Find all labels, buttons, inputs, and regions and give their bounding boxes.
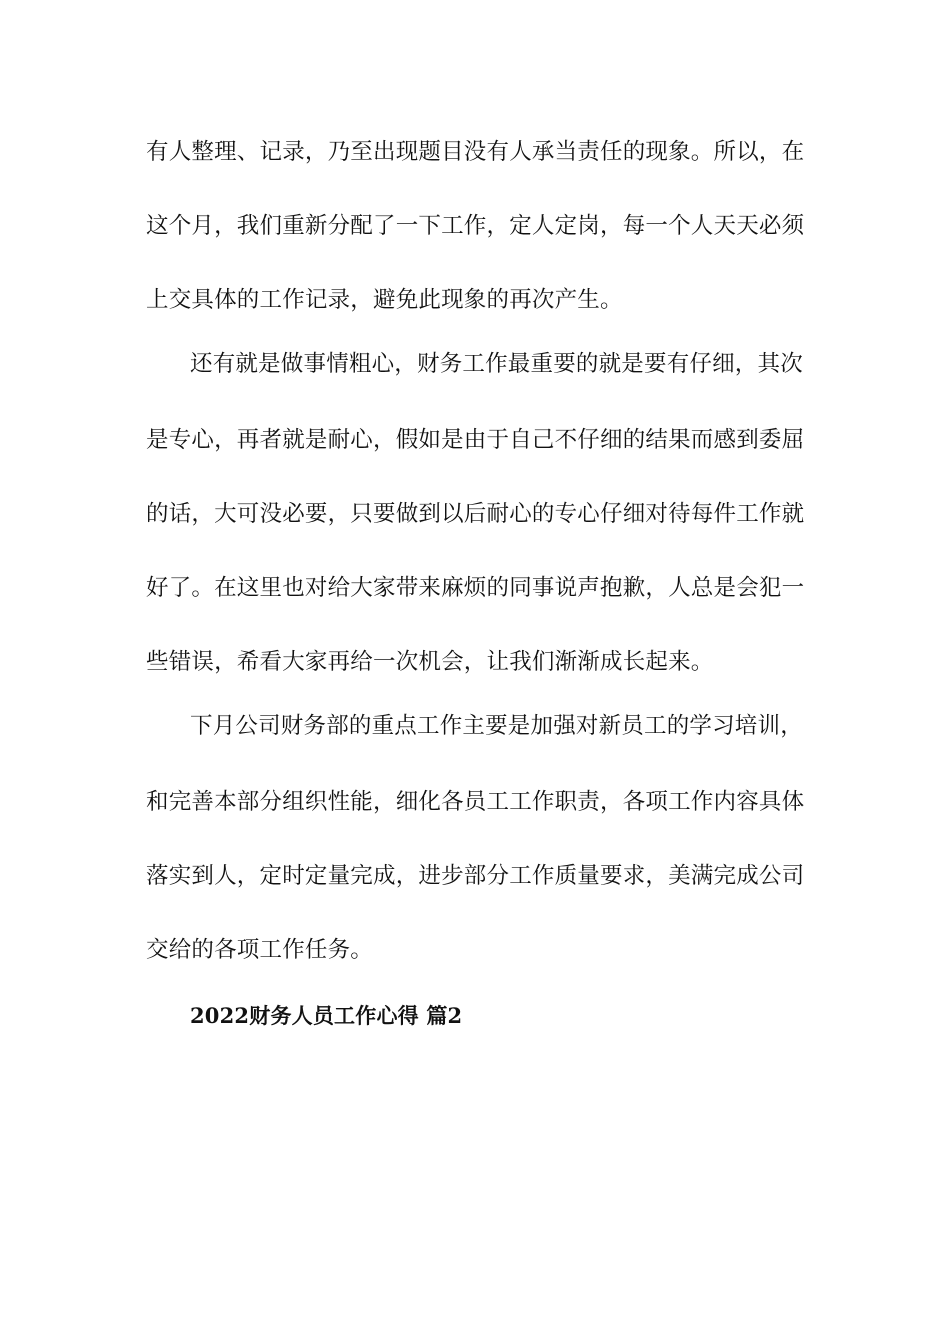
paragraph-3-line-4: 交给的各项工作任务。 <box>146 937 374 963</box>
paragraph-2-line-2: 是专心，再者就是耐心，假如是由于自己不仔细的结果而感到委屈 <box>146 427 805 453</box>
paragraph-1-line-3: 上交具体的工作记录，避免此现象的再次产生。 <box>146 287 623 313</box>
paragraph-1-line-2: 这个月，我们重新分配了一下工作，定人定岗，每一个人天天必须 <box>146 213 805 239</box>
paragraph-2-line-5: 些错误，希看大家再给一次机会，让我们渐渐成长起来。 <box>146 649 714 675</box>
paragraph-3-line-1: 下月公司财务部的重点工作主要是加强对新员工的学习培训， <box>190 713 803 739</box>
section-heading: 2022财务人员工作心得 篇2 <box>190 1003 463 1028</box>
paragraph-2-line-4: 好了。在这里也对给大家带来麻烦的同事说声抱歉，人总是会犯一 <box>146 575 805 601</box>
paragraph-2-line-3: 的话，大可没必要，只要做到以后耐心的专心仔细对待每件工作就 <box>146 501 805 527</box>
paragraph-3-line-2: 和完善本部分组织性能，细化各员工工作职责，各项工作内容具体 <box>146 789 805 815</box>
paragraph-1-line-1: 有人整理、记录，乃至出现题目没有人承当责任的现象。所以，在 <box>146 139 805 165</box>
paragraph-2-line-1: 还有就是做事情粗心，财务工作最重要的就是要有仔细，其次 <box>190 351 803 377</box>
paragraph-3-line-3: 落实到人，定时定量完成，进步部分工作质量要求，美满完成公司 <box>146 863 805 889</box>
